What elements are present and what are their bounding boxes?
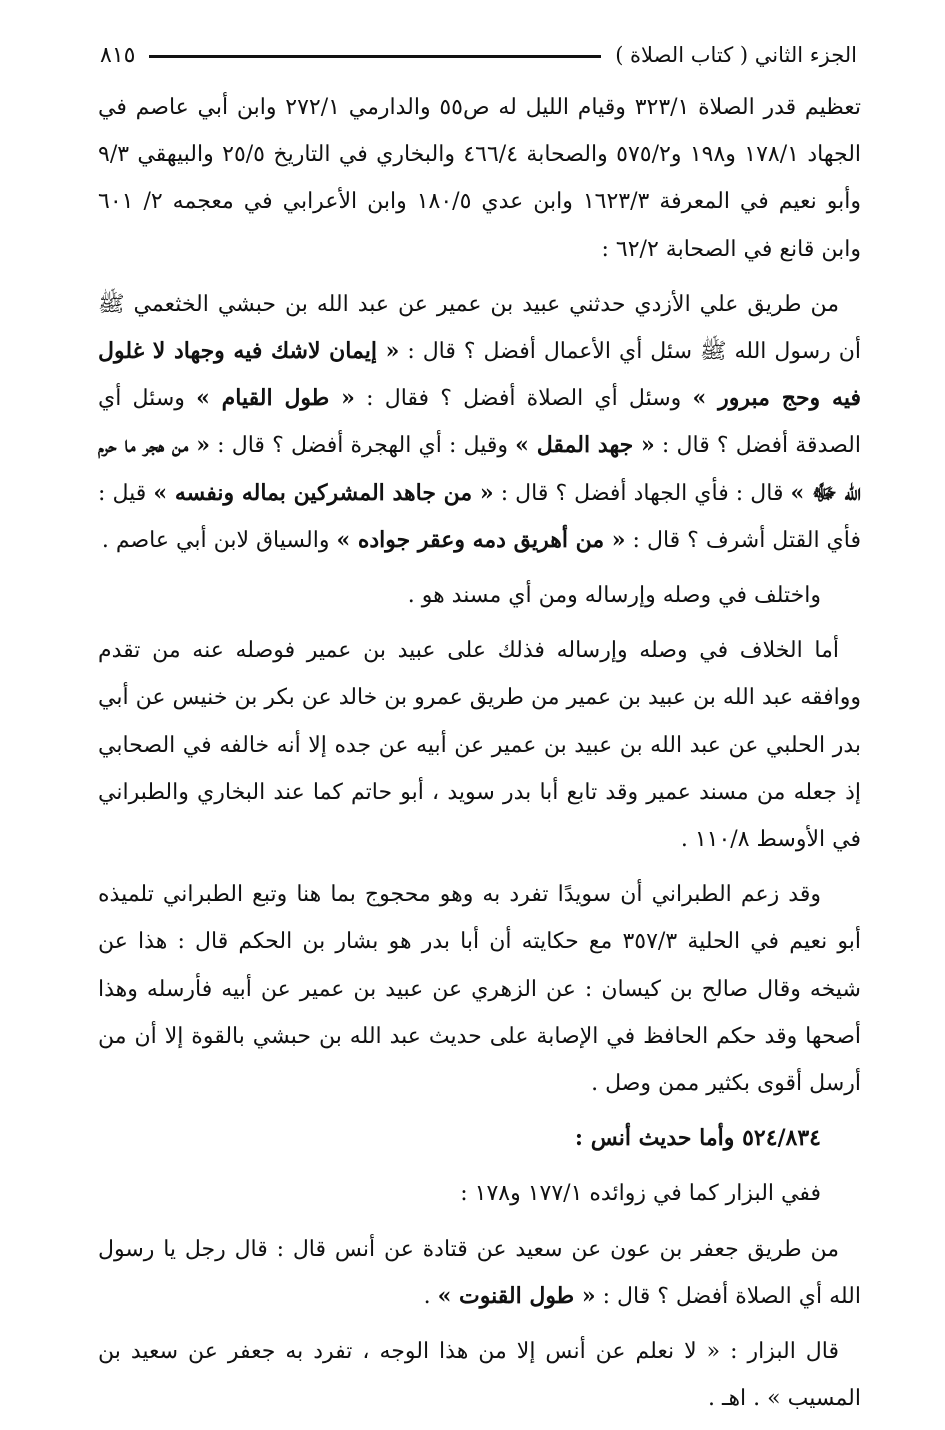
paragraph: [98, 1226, 861, 1320]
body-text: [98, 84, 861, 1430]
text-run: قال : فأي الجهاد أفضل ؟ قال :: [493, 480, 791, 506]
paragraph: [98, 281, 861, 564]
text-run: ففي البزار كما في زوائده ١٧٧/١ و١٧٨ :: [460, 1181, 821, 1207]
bold-quote: « من هجر ما حرم الله ﷻ »: [98, 432, 861, 506]
text-run: من طريق جعفر بن عون عن سعيد عن قتادة عن أنس قال : قال رجل يا رسول الله أي الصلاة أفضل ؟ قال :: [98, 1236, 861, 1309]
text-run: قيل : فأي القتل أشرف ؟ قال :: [98, 480, 861, 553]
bold-quote: « طول القنوت »: [437, 1282, 596, 1309]
paragraph: [98, 1170, 861, 1217]
text-run: وقد زعم الطبراني أن سويدًا تفرد به وهو محجوج بما هنا وتبع الطبراني تلميذه أبو نعيم في الحلية ٣٥٧/٣ مع حكايته أن أبا بدر هو بشار بن الحكم قال : هذا عن شيخه وقال صالح بن كيسان : عن الزهري عن عبيد بن عمير عن أبيه فأرسله وهذا أصحها وقد حكم الحافظ في الإصابة على حديث عبد الله بن حبشي بالقوة إلا أن من أرسل أقوى بكثير ممن وصل .: [98, 882, 861, 1097]
paragraph: [98, 1328, 861, 1422]
paragraph: [98, 84, 861, 273]
text-run: وسئل أي الصدقة أفضل ؟ قال :: [98, 386, 862, 459]
text-run: أما الخلاف في وصله وإرساله فذلك على عبيد بن عمير فوصله عنه من تقدم ووافقه عبد الله بن عبيد بن عمير من طريق عمرو بن خالد عن بكر بن خنيس عن أبي بدر الحلبي عن عبد الله بن عبيد بن عمير عن أبيه عن جده إلا أنه خالفه في الصحابي إذ جعله من مسند عمير وقد تابع أبا بدر سويد ، أبو حاتم كما عند البخاري والطبراني في الأوسط ١١٠/٨ .: [98, 638, 861, 853]
paragraph: [98, 627, 861, 863]
bold-quote: « من جاهد المشركين بماله ونفسه »: [153, 479, 494, 506]
text-run: وسئل أي الصلاة أفضل ؟ فقال :: [354, 386, 693, 412]
bold-quote: « إيمان لاشك فيه وجهاد لا غلول فيه وحج مبرور »: [98, 338, 861, 412]
text-run: .: [423, 1283, 438, 1309]
bold-quote: « من أهريق دمه وعقر جواده »: [336, 526, 626, 553]
text-run: وقيل : أي الهجرة أفضل ؟ قال :: [210, 433, 516, 459]
page-header: [100, 38, 857, 72]
header-rule: [149, 55, 601, 58]
paragraph: [98, 572, 861, 619]
text-run: تعظيم قدر الصلاة ٣٢٣/١ وقيام الليل له ص٥٥ والدارمي ٢٧٢/١ وابن أبي عاصم في الجهاد ١٧٨/١ و١٩٨ و٥٧٥/٢ والصحابة ٤٦٦/٤ والبخاري في التاريخ ٢٥/٥ والبيهقي ٩/٣ وأبو نعيم في المعرفة ١٦٢٣/٣ وابن عدي ١٨٠/٥ وابن الأعرابي في معجمه ٢/ ٦٠١ وابن قانع في الصحابة ٦٢/٢ :: [98, 95, 862, 262]
running-title: الجزء الثاني ( كتاب الصلاة ): [615, 43, 857, 67]
text-run: قال البزار : « لا نعلم عن أنس إلا من هذا الوجه ، تفرد به جعفر عن سعيد بن المسيب » . اهـ .: [98, 1339, 861, 1412]
page-number: ٨١٥: [100, 42, 136, 68]
bold-quote: « طول القيام »: [196, 385, 355, 412]
text-run: واختلف في وصله وإرساله ومن أي مسند هو .: [407, 583, 821, 609]
text-run: من طريق علي الأزدي حدثني عبيد بن عمير عن عبد الله بن حبشي الخثعمي ﷺ أن رسول الله ﷺ سئل أي الأعمال أفضل ؟ قال :: [98, 291, 861, 365]
section-heading: [98, 1115, 861, 1162]
bold-quote: « جهد المقل »: [515, 432, 655, 459]
bold-quote: ٥٢٤/٨٣٤ وأما حديث أنس :: [574, 1125, 821, 1152]
text-run: والسياق لابن أبي عاصم .: [101, 527, 337, 553]
paragraph: [98, 871, 861, 1107]
